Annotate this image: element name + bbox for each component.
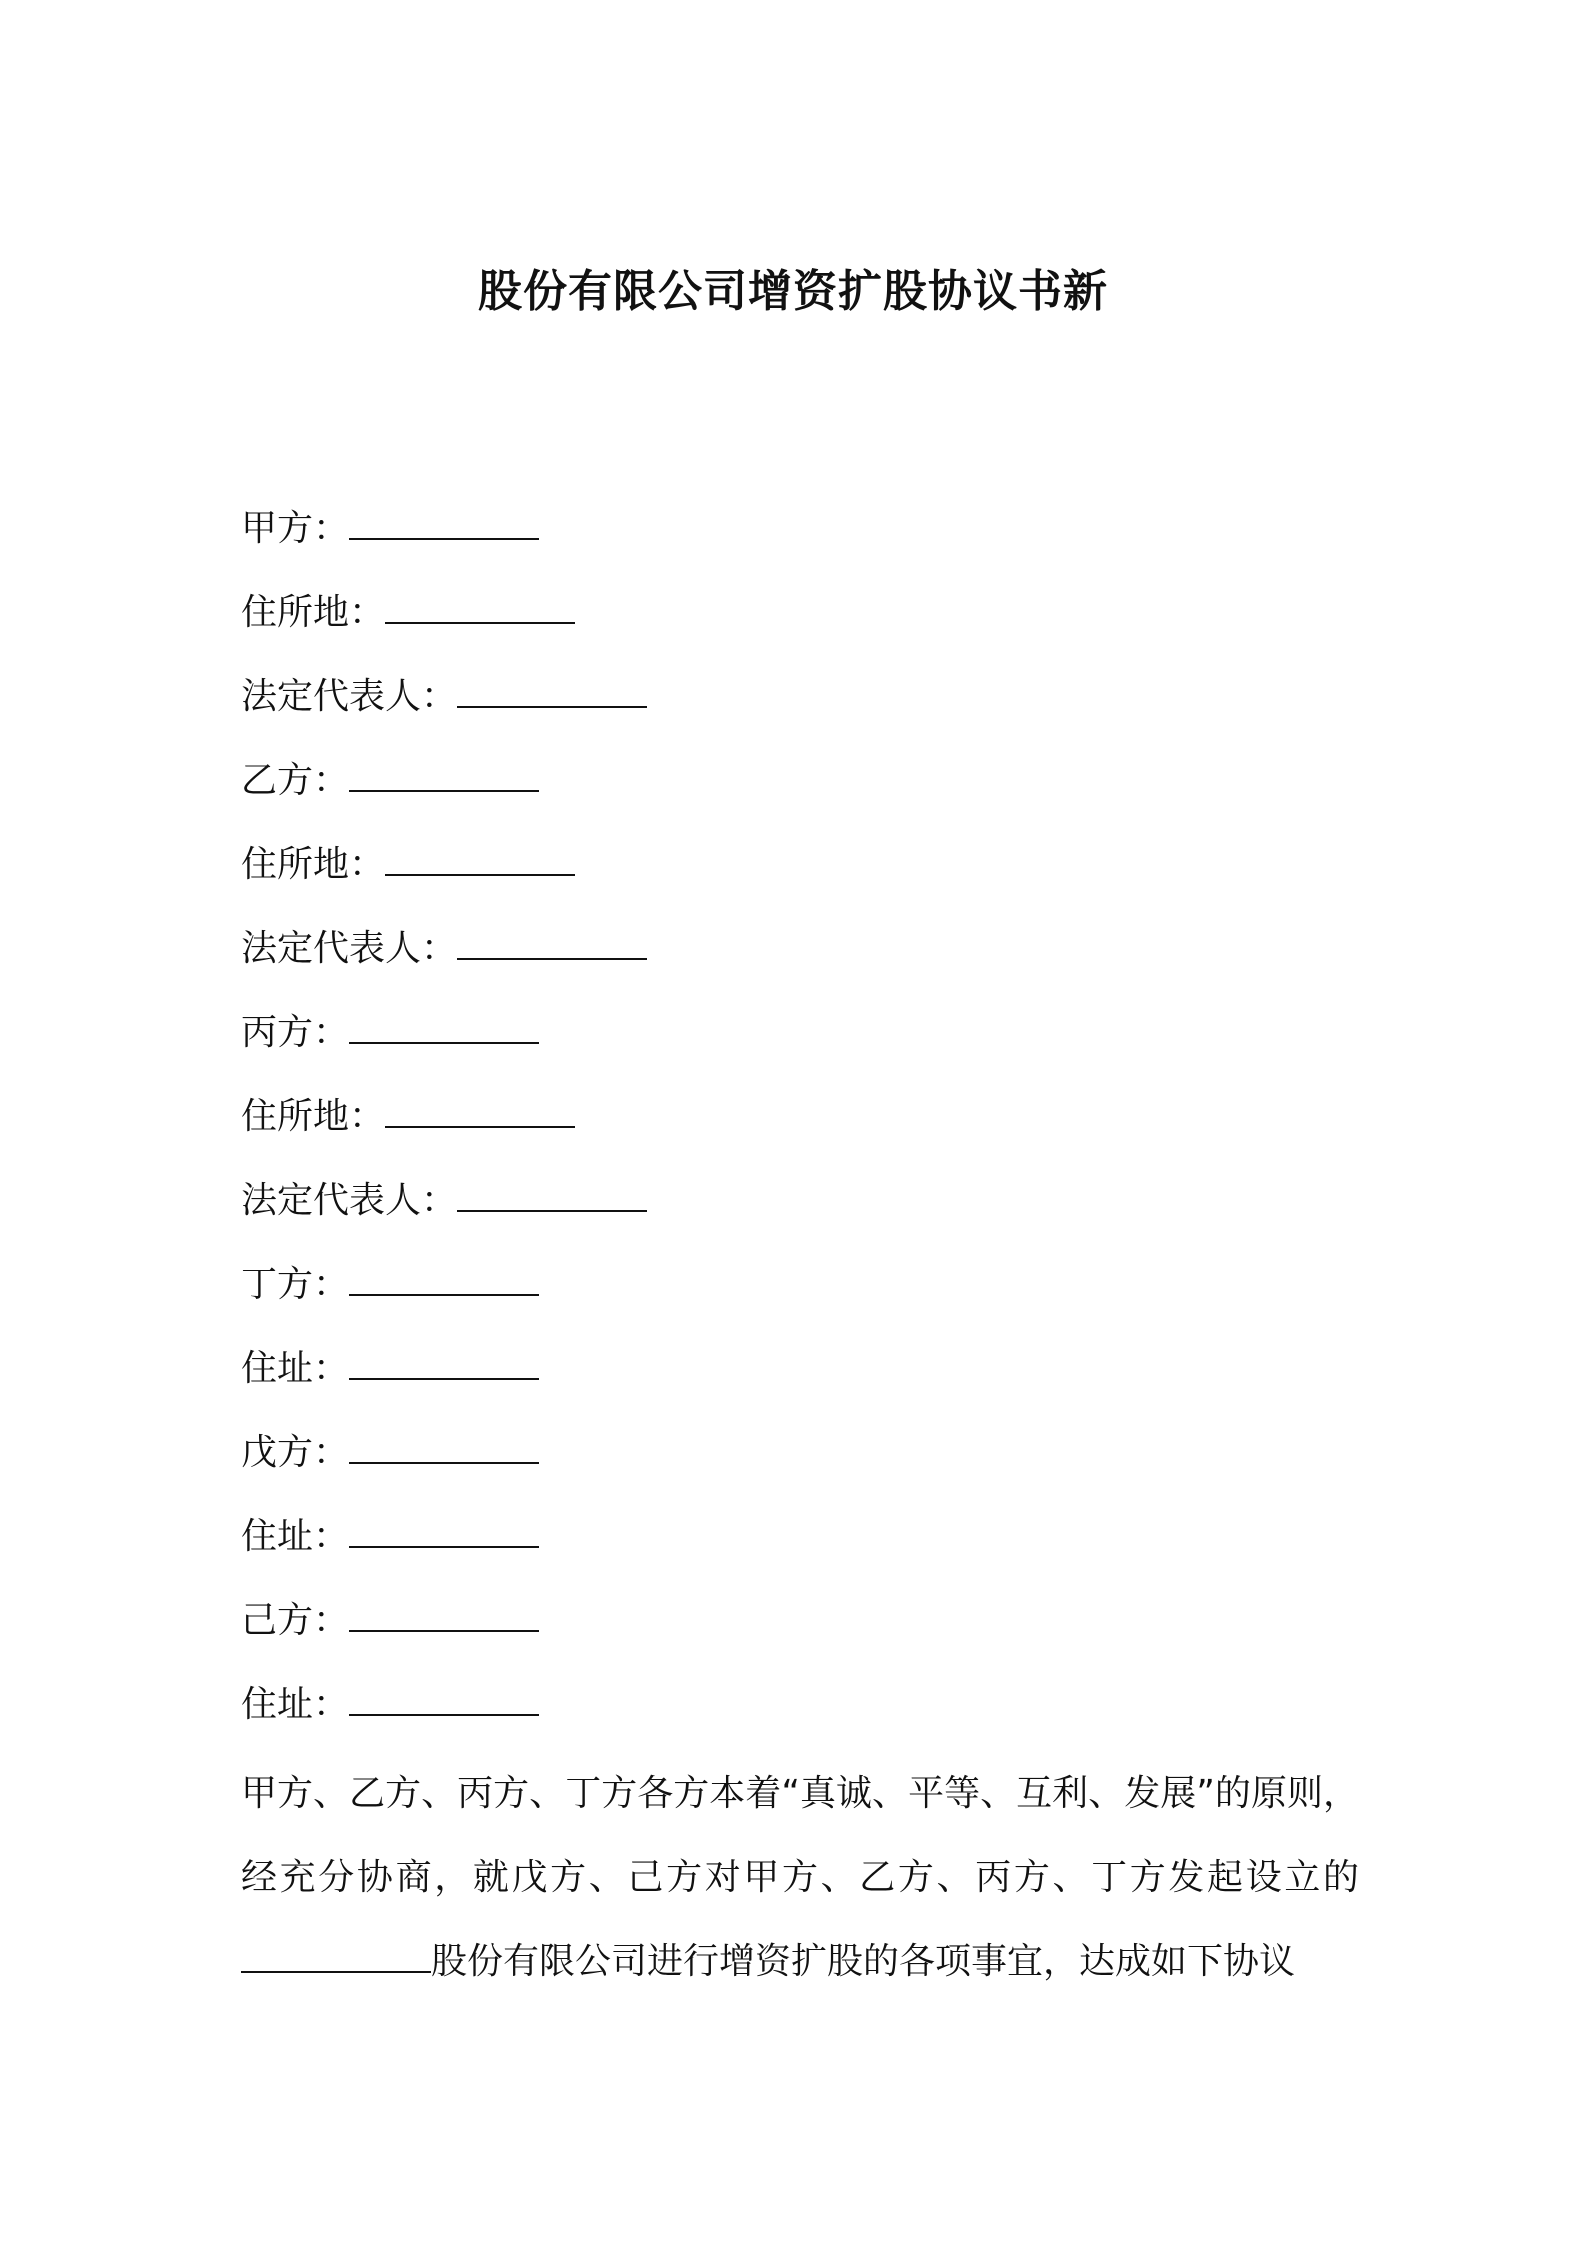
- field-party-a-representative: [241, 666, 1361, 750]
- field-label: 法定代表人：: [241, 928, 458, 969]
- blank-line[interactable]: [349, 1422, 539, 1464]
- field-label: 法定代表人：: [241, 1180, 458, 1221]
- blank-line[interactable]: [349, 1590, 539, 1632]
- field-label: 丁方：: [241, 1264, 350, 1305]
- blank-line[interactable]: [349, 1506, 539, 1548]
- field-party-b: [241, 750, 1361, 834]
- field-party-f: [241, 1590, 1361, 1674]
- blank-line[interactable]: [349, 498, 539, 540]
- blank-line[interactable]: [385, 582, 575, 624]
- field-party-e-address: [241, 1506, 1361, 1590]
- field-label: 住所地：: [241, 844, 386, 885]
- preamble-text-start: 甲方、乙方、丙方、丁方各方本着“真诚、平等、互利、发展”的原则，经充分协商，就戊方、己方对甲方、乙方、丙方、丁方发起设立的: [241, 1773, 1359, 1898]
- field-label: 甲方：: [241, 508, 350, 549]
- blank-line[interactable]: [349, 1254, 539, 1296]
- field-label: 住所地：: [241, 592, 386, 633]
- preamble-paragraph: [241, 1752, 1359, 2004]
- blank-line[interactable]: [349, 1002, 539, 1044]
- field-label: 住址：: [241, 1684, 350, 1725]
- field-label: 住址：: [241, 1516, 350, 1557]
- field-label: 丙方：: [241, 1012, 350, 1053]
- document-title: 股份有限公司增资扩股协议书新: [478, 266, 1108, 317]
- field-label: 住所地：: [241, 1096, 386, 1137]
- field-party-a: [241, 498, 1361, 582]
- blank-line[interactable]: [457, 666, 647, 708]
- field-label: 己方：: [241, 1600, 350, 1641]
- blank-line[interactable]: [349, 1338, 539, 1380]
- field-party-c: [241, 1002, 1361, 1086]
- field-party-e: [241, 1422, 1361, 1506]
- company-name-blank[interactable]: [241, 1931, 431, 1973]
- field-party-c-address: [241, 1086, 1361, 1170]
- blank-line[interactable]: [385, 834, 575, 876]
- blank-line[interactable]: [349, 750, 539, 792]
- blank-line[interactable]: [457, 1170, 647, 1212]
- field-label: 乙方：: [241, 760, 350, 801]
- field-party-c-representative: [241, 1170, 1361, 1254]
- preamble-text-end: 股份有限公司进行增资扩股的各项事宜，达成如下协议: [431, 1941, 1296, 1982]
- field-party-b-address: [241, 834, 1361, 918]
- party-fields: [241, 498, 1361, 1758]
- field-party-f-address: [241, 1674, 1361, 1758]
- field-party-d-address: [241, 1338, 1361, 1422]
- blank-line[interactable]: [349, 1674, 539, 1716]
- field-party-d: [241, 1254, 1361, 1338]
- blank-line[interactable]: [385, 1086, 575, 1128]
- field-label: 法定代表人：: [241, 676, 458, 717]
- blank-line[interactable]: [457, 918, 647, 960]
- field-label: 住址：: [241, 1348, 350, 1389]
- field-party-a-address: [241, 582, 1361, 666]
- field-label: 戊方：: [241, 1432, 350, 1473]
- field-party-b-representative: [241, 918, 1361, 1002]
